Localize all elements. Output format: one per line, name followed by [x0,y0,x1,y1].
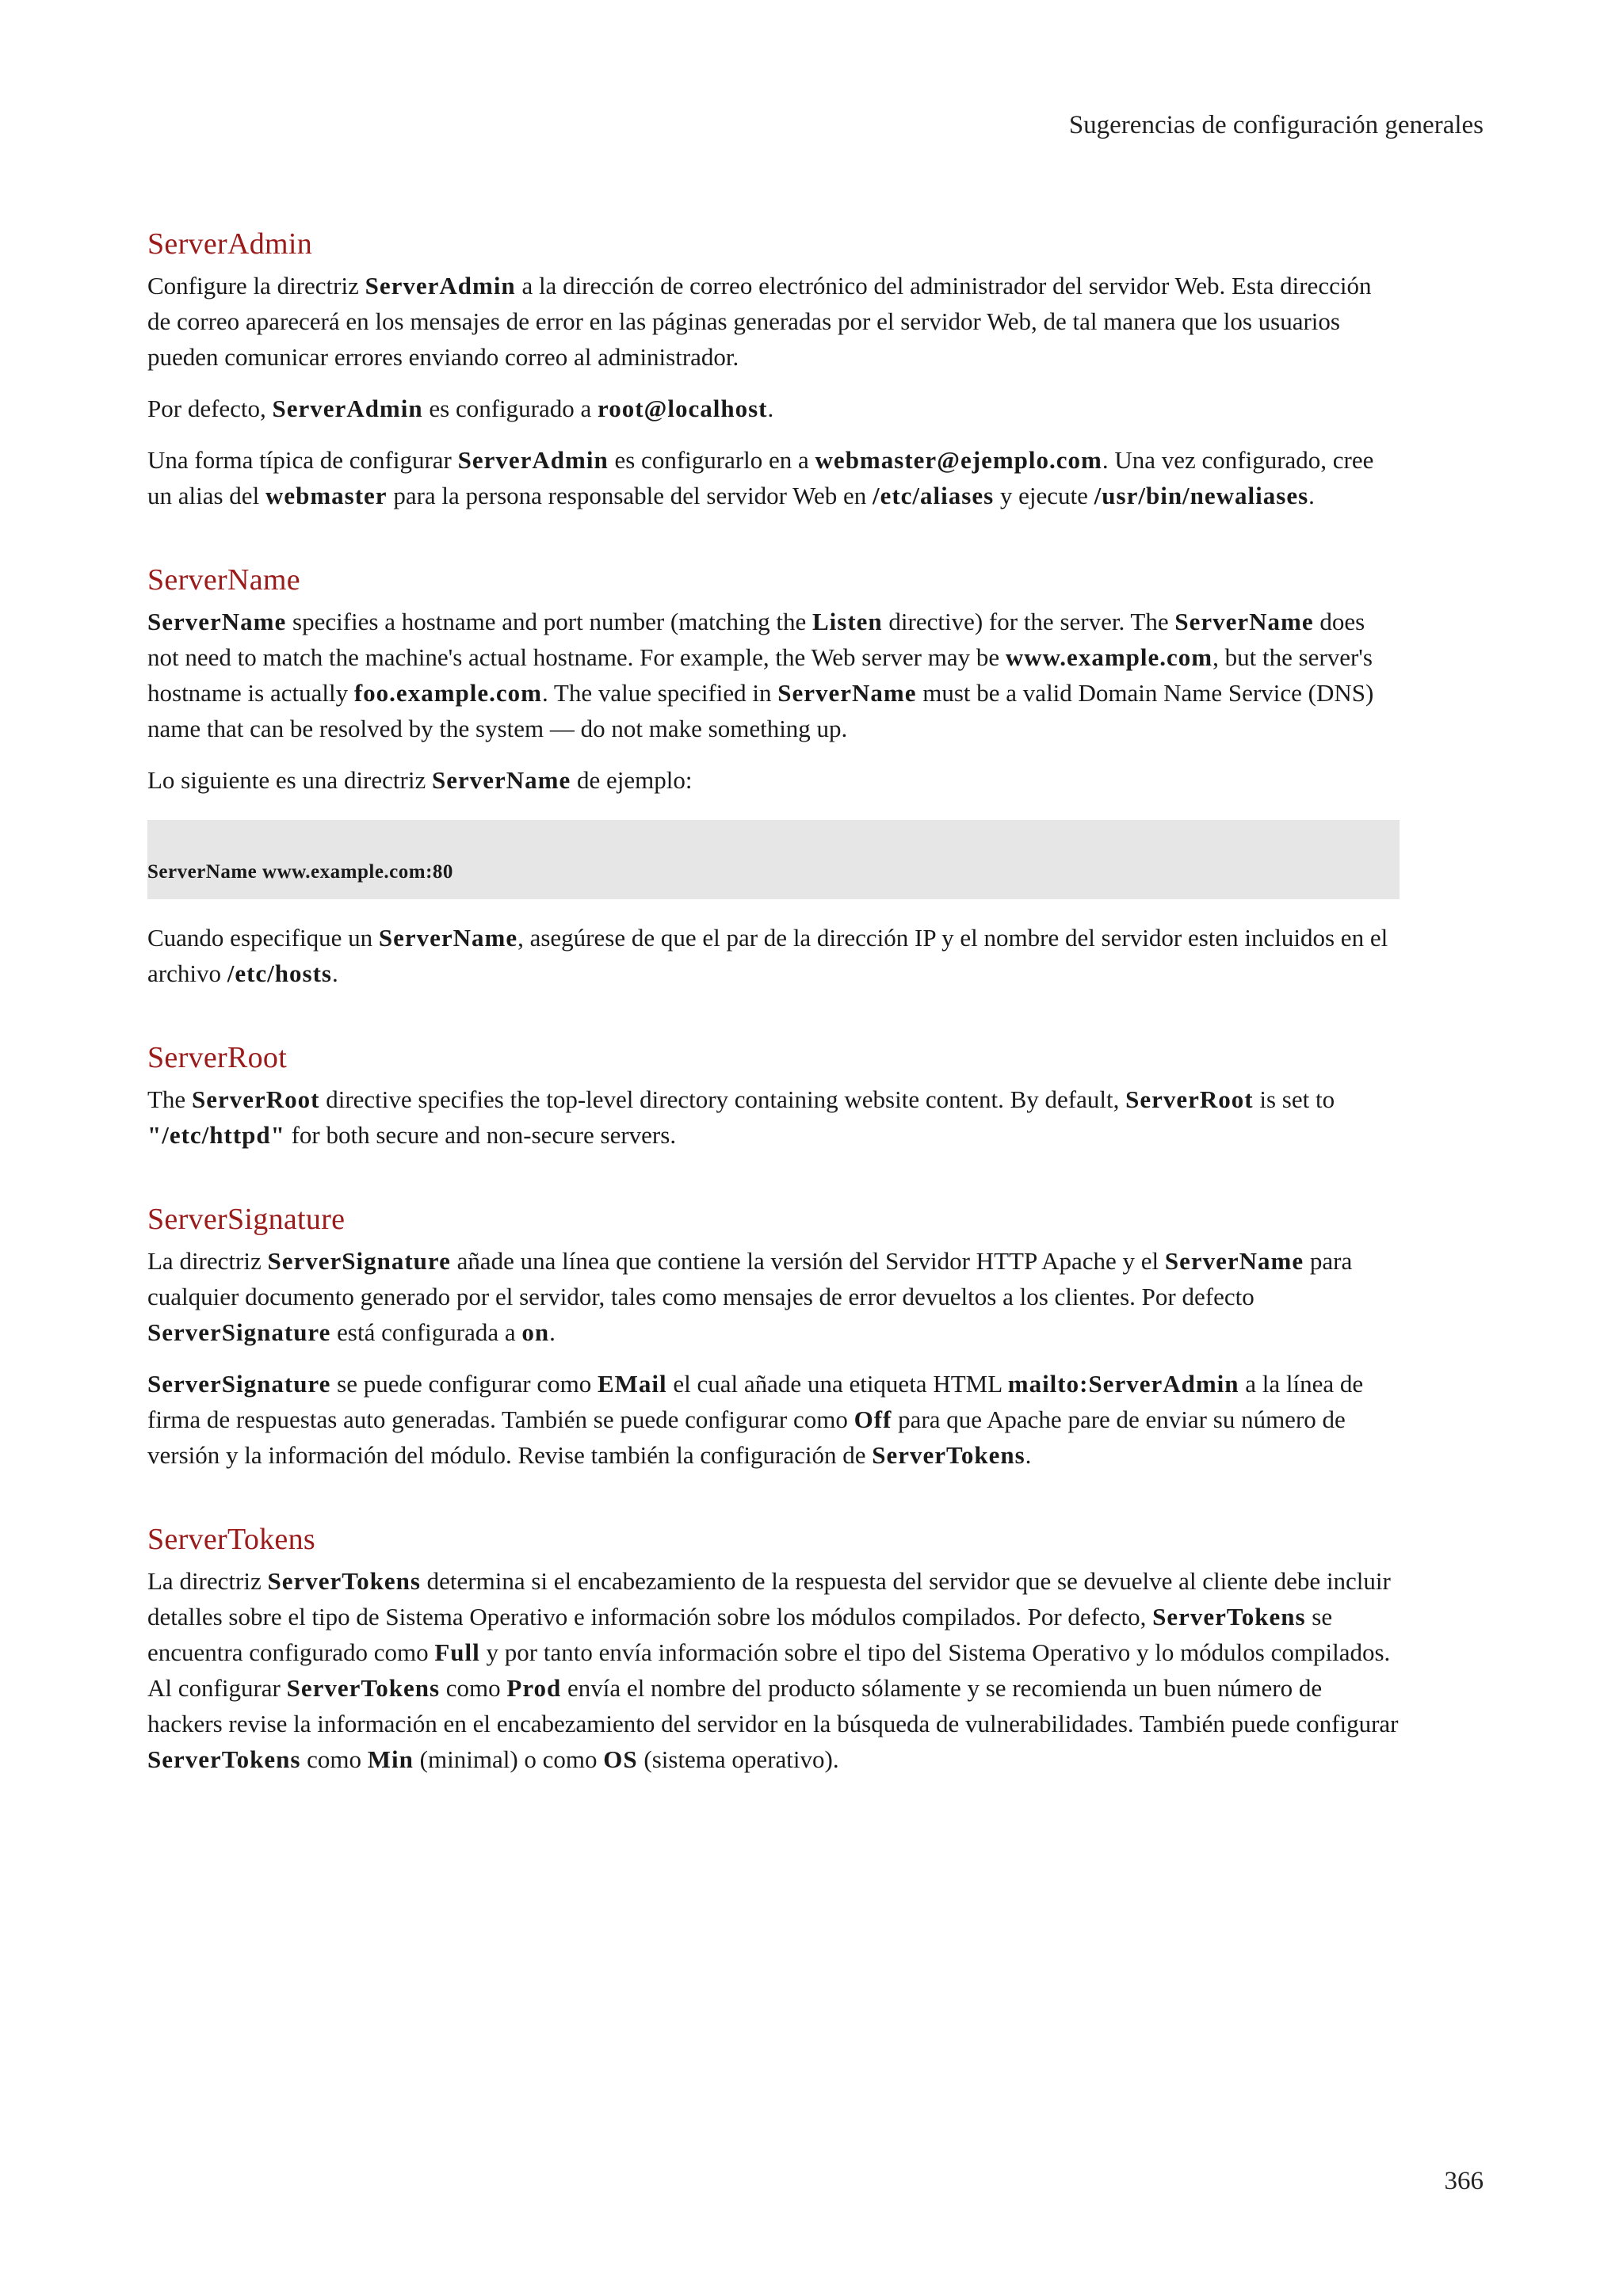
keyword: /etc/hosts [227,959,332,987]
keyword: /usr/bin/newaliases [1094,482,1309,509]
keyword: ServerAdmin [272,395,423,422]
paragraph: ServerName specifies a hostname and port number (matching the Listen directive) for the server. The ServerName does not need to match the machine's actual hostname. For example, the Web server may be www.example.com, but the server's hostname is actually foo.example.com. The value specified in ServerName must be a valid Domain Name Service (DNS) name that can be resolved by the system — do not make something up. [147,608,1374,742]
keyword: ServerTokens [286,1674,441,1702]
keyword: ServerSignature [147,1370,331,1398]
keyword: ServerName [147,608,287,635]
page-number: 366 [1444,2167,1484,2195]
keyword: Full [434,1638,480,1666]
keyword: /etc/aliases [872,482,995,509]
keyword: foo.example.com [353,679,542,707]
keyword: webmaster [265,482,388,509]
keyword: mailto:ServerAdmin [1007,1370,1239,1398]
section-title: ServerAdmin [147,227,313,261]
keyword: ServerTokens [147,1745,301,1773]
code-block: ServerName www.example.com:80 [147,820,1400,899]
keyword: ServerRoot [191,1085,320,1113]
paragraph: ServerSignature se puede configurar como EMail el cual añade una etiqueta HTML mailto:ServerAdmin a la línea de firma de respuestas auto generadas. También se puede configurar como Off para que Apache pare de enviar su número de versión y la información del módulo. Revise también la configuración de ServerTokens. [147,1370,1364,1469]
keyword: ServerName [378,924,518,952]
keyword: ServerName [1174,608,1314,635]
paragraph: Cuando especifique un ServerName, asegúrese de que el par de la dirección IP y el nombre del servidor esten incluidos en el archivo /etc/hosts. [147,924,1388,987]
keyword: root@localhost [598,395,768,422]
keyword: Off [854,1405,892,1433]
section-servertokens [147,1522,1400,1777]
keyword: ServerSignature [147,1318,331,1346]
paragraph: La directriz ServerTokens determina si el encabezamiento de la respuesta del servidor que se devuelve al cliente debe incluir detalles sobre el tipo de Sistema Operativo e información sobre los módulos compilados. Por defecto, ServerTokens se encuentra configurado como Full y por tanto envía información sobre el tipo del Sistema Operativo y lo módulos compilados. Al configurar ServerTokens como Prod envía el nombre del producto sólamente y se recomienda un buen número de hackers revise la información en el encabezamiento del servidor en la búsqueda de vulnerabilidades. También puede configurar ServerTokens como Min (minimal) o como OS (sistema operativo). [147,1567,1399,1773]
keyword: ServerTokens [1152,1603,1306,1630]
keyword: ServerTokens [872,1441,1025,1469]
section-serverroot [147,1040,1400,1153]
section-servername [147,563,1400,991]
keyword: ServerSignature [267,1247,451,1275]
keyword: webmaster@ejemplo.com [815,446,1102,474]
keyword: ServerName [1164,1247,1304,1275]
paragraph: Configure la directriz ServerAdmin a la dirección de correo electrónico del administrador del servidor Web. Esta dirección de correo aparecerá en los mensajes de error en las páginas generadas por el servidor Web, de tal manera que los usuarios pueden comunicar errores enviando correo al administrador. [147,272,1372,371]
keyword: ServerName [431,766,571,794]
section-title: ServerSignature [147,1203,346,1236]
keyword: Min [367,1745,414,1773]
paragraph: Por defecto, ServerAdmin es configurado a root@localhost. [147,395,774,422]
section-serversignature [147,1202,1400,1473]
paragraph: Lo siguiente es una directriz ServerName de ejemplo: [147,766,693,794]
keyword: ServerName [777,679,917,707]
keyword: www.example.com [1005,643,1213,671]
keyword: OS [603,1745,638,1773]
keyword: ServerAdmin [365,272,516,299]
keyword: EMail [597,1370,667,1398]
page-content [147,227,1400,1826]
paragraph: Una forma típica de configurar ServerAdmin es configurarlo en a webmaster@ejemplo.com. Una vez configurado, cree un alias del webmaster para la persona responsable del servidor Web en /etc/aliases y ejecute /usr/bin/newaliases. [147,446,1374,509]
section-title: ServerRoot [147,1041,288,1074]
section-serveradmin [147,227,1400,513]
keyword: Prod [506,1674,562,1702]
keyword: ServerRoot [1125,1085,1254,1113]
keyword: ServerAdmin [457,446,609,474]
paragraph: La directriz ServerSignature añade una línea que contiene la versión del Servidor HTTP Apache y el ServerName para cualquier documento generado por el servidor, tales como mensajes de error devueltos a los clientes. Por defecto ServerSignature está configurada a on. [147,1247,1353,1346]
section-title: ServerName [147,563,300,597]
keyword: Listen [812,608,883,635]
keyword: ServerTokens [267,1567,421,1595]
paragraph: The ServerRoot directive specifies the top-level directory containing website content. By default, ServerRoot is set to "/etc/httpd" for both secure and non-secure servers. [147,1085,1335,1149]
keyword: on [521,1318,550,1346]
running-header: Sugerencias de configuración generales [1068,111,1484,139]
keyword: "/etc/httpd" [147,1121,285,1149]
section-title: ServerTokens [147,1523,315,1556]
